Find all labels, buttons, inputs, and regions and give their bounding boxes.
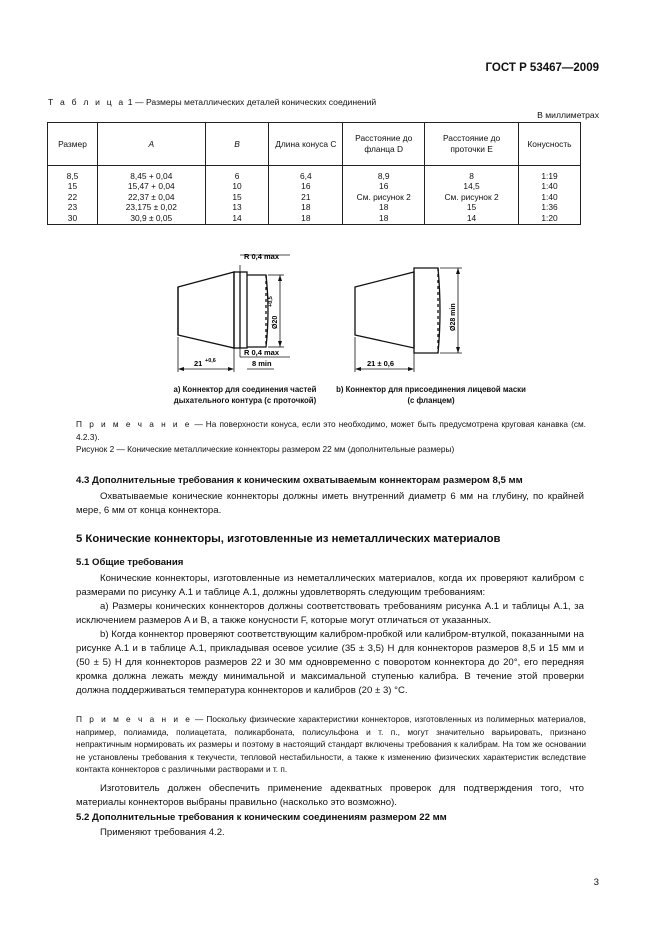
table-cell: 14,5 bbox=[425, 181, 519, 191]
table-cell: 6,4 bbox=[269, 166, 343, 182]
table-cell: 23,175 ± 0,02 bbox=[97, 202, 205, 212]
table-cell: 1:40 bbox=[518, 192, 580, 202]
label-b-diameter: Ø28 min bbox=[450, 303, 457, 331]
table-cell: 22 bbox=[48, 192, 98, 202]
page-number: 3 bbox=[593, 877, 599, 888]
connector-b-flange bbox=[414, 268, 440, 353]
table-cell: 1:20 bbox=[518, 213, 580, 225]
label-r-bottom: R 0,4 max bbox=[244, 348, 280, 357]
table-cell: 16 bbox=[269, 181, 343, 191]
section-5-2-text: Применяют требования 4.2. bbox=[100, 827, 225, 838]
table-cell: См. рисунок 2 bbox=[425, 192, 519, 202]
table-row bbox=[48, 202, 581, 212]
table-row bbox=[48, 166, 581, 182]
table-cell: 6 bbox=[205, 166, 269, 182]
table-cell: 1:19 bbox=[518, 166, 580, 182]
label-a-diameter-tol: +0,5 bbox=[268, 296, 274, 307]
table-cell: 15 bbox=[205, 192, 269, 202]
table-header-cell: Расстояние до фланца D bbox=[343, 123, 425, 166]
table-row bbox=[48, 213, 581, 225]
item-a-paragraph: а) Размеры конических коннекторов должны соответствовать требованиям рисунка А.1 и таблицы А.1, за исключением размеров A и B, а также конусности F, которые могут отличаться от указанных. bbox=[76, 601, 584, 626]
table-header-cell: B bbox=[205, 123, 269, 166]
section-4-3-heading: 4.3 Дополнительные требования к коническим охватываемым коннекторам размером 8,5 мм bbox=[76, 475, 523, 486]
connector-drawing bbox=[160, 245, 480, 380]
table-cell: 13 bbox=[205, 202, 269, 212]
figure-note-text: — На поверхности конуса, если это необходимо, может быть предусмотрена круговая канавка (см. 4.2.3). bbox=[76, 419, 586, 442]
table-cell: 30 bbox=[48, 213, 98, 225]
table-cell: 8,45 + 0,04 bbox=[97, 166, 205, 182]
table-caption-text: 1 — Размеры металлических деталей конических соединений bbox=[125, 97, 377, 107]
label-a-length: 21 bbox=[194, 359, 203, 368]
table-cell: 15 bbox=[48, 181, 98, 191]
table-cell: 14 bbox=[425, 213, 519, 225]
table-cell: 10 bbox=[205, 181, 269, 191]
connector-a-flange bbox=[247, 275, 268, 347]
table-cell: 8 bbox=[425, 166, 519, 182]
figure-note-label: П р и м е ч а н и е bbox=[76, 419, 192, 429]
figure-caption-a: а) Коннектор для соединения частей дыхательного контура (с проточкой) bbox=[173, 385, 317, 405]
table-cell: 8,5 bbox=[48, 166, 98, 182]
table-header-cell: Конусность bbox=[518, 123, 580, 166]
table-cell: 1:40 bbox=[518, 181, 580, 191]
final-paragraph: Изготовитель должен обеспечить применение адекватных проверок для подтверждения того, что материалы коннекторов выбраны правильно (насколько это возможно). bbox=[76, 783, 584, 808]
table-cell: 18 bbox=[343, 202, 425, 212]
table-row bbox=[48, 181, 581, 191]
section-5-1-paragraph: Конические коннекторы, изготовленные из неметаллических материалов, когда их проверяют калибром с размерами по рисунку А.1 и таблице А.1, должны удовлетворять следующим требованиям: bbox=[76, 573, 584, 598]
figure-title: Рисунок 2 — Конические металлические коннекторы размером 22 мм (дополнительные размеры) bbox=[76, 444, 455, 454]
section-5-1-heading: 5.1 Общие требования bbox=[76, 557, 184, 568]
table-cell: 30,9 ± 0,05 bbox=[97, 213, 205, 225]
dimensions-table bbox=[47, 122, 581, 225]
table-cell: 21 bbox=[269, 192, 343, 202]
table-cell: 15,47 + 0,04 bbox=[97, 181, 205, 191]
table-cell: 14 bbox=[205, 213, 269, 225]
table-cell: 16 bbox=[343, 181, 425, 191]
table-row bbox=[48, 192, 581, 202]
label-a-min: 8 min bbox=[252, 359, 272, 368]
table-cell: 23 bbox=[48, 202, 98, 212]
label-a-diameter: Ø20 bbox=[272, 315, 279, 329]
table-header-cell: A bbox=[97, 123, 205, 166]
table-cell: 15 bbox=[425, 202, 519, 212]
table-cell: 8,9 bbox=[343, 166, 425, 182]
section-5-note-text: — Поскольку физические характеристики коннекторов, изготовленных из полимерных материалов, например, полиамида, полиацетата, поликарбоната, полисульфона и т. п., могут значительно варьировать, признано непрактичным нормировать их размеры и поэтому в настоящий стандарт включены требования к калибрам. На том же основании не установлены требования к текучести, тепловой нестабильности, а также к изменению физических характеристик вследствие контакта коннекторов с различными растворами и т. п. bbox=[76, 714, 586, 775]
table-caption-label: Т а б л и ц а bbox=[48, 97, 126, 107]
table-cell: См. рисунок 2 bbox=[343, 192, 425, 202]
section-5-note-label: П р и м е ч а н и е bbox=[76, 714, 192, 724]
table-cell: 1:36 bbox=[518, 202, 580, 212]
document-header: ГОСТ Р 53467—2009 bbox=[485, 62, 599, 74]
connector-b-body bbox=[355, 272, 414, 348]
table-cell: 22,37 ± 0,04 bbox=[97, 192, 205, 202]
table-header-cell: Длина конуса C bbox=[269, 123, 343, 166]
label-a-length-tol: +0,6 bbox=[205, 358, 216, 364]
table-header-cell: Размер bbox=[48, 123, 98, 166]
table-cell: 18 bbox=[269, 202, 343, 212]
figure-note bbox=[76, 418, 586, 443]
table-cell: 18 bbox=[269, 213, 343, 225]
section-5-note bbox=[76, 713, 586, 776]
connector-a-body bbox=[178, 272, 234, 348]
label-b-length: 21 ± 0,6 bbox=[367, 359, 395, 368]
section-5-heading: 5 Конические коннекторы, изготовленные из неметаллических материалов bbox=[76, 533, 501, 545]
section-4-3-text: Охватываемые конические коннекторы должны иметь внутренний диаметр 6 мм на глубину, по крайней мере, 6 мм от конца коннектора. bbox=[76, 491, 584, 516]
table-cell: 18 bbox=[343, 213, 425, 225]
table-unit: В миллиметрах bbox=[537, 110, 599, 120]
section-5-2-heading: 5.2 Дополнительные требования к коническим соединениям размером 22 мм bbox=[76, 812, 447, 823]
label-r-top: R 0,4 max bbox=[244, 252, 280, 261]
figure-caption-b: b) Коннектор для присоединения лицевой маски (с фланцем) bbox=[336, 385, 526, 405]
table-caption bbox=[48, 97, 376, 107]
table-header-row bbox=[48, 123, 581, 166]
table-header-cell: Расстояние до проточки E bbox=[425, 123, 519, 166]
item-b-paragraph: b) Когда коннектор проверяют соответствующим калибром-пробкой или калибром-втулкой, показанными на рисунке А.1 и в таблице А.1, прикладывая осевое усилие (35 ± 3,5) Н для коннекторов размеров 8,5 и 15 мм и (50 ± 5) Н для коннекторов размеров 22 и 30 мм одновременно с поворотом коннектора до 20°, его передняя кромка должна лежать между минимальной и максимальной ступенью калибра. В течение этой проверки должна поддерживаться температура коннекторов и калибров (20 ± 3) °С. bbox=[76, 629, 584, 696]
